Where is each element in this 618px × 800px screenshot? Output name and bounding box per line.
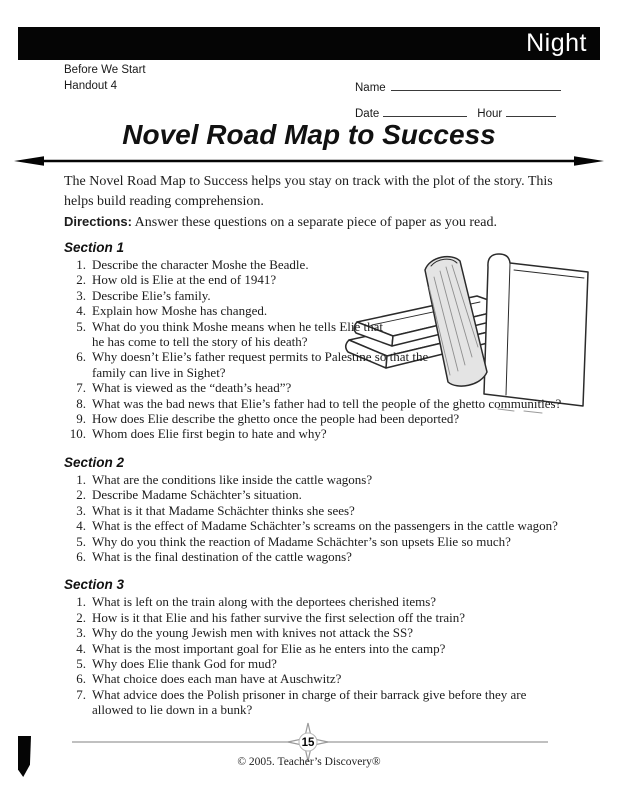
section [64,240,569,442]
hour-label: Hour [477,108,503,120]
question-item: What advice does the Polish prisoner in charge of their barrack give before they are allowed to lie down in a bunk? [92,686,527,718]
section-heading: Section 3 [64,577,125,593]
question-item: What is the final destination of the cattle wagons? [92,548,352,564]
question-list [64,472,569,564]
double-arrow-divider [12,153,606,174]
section-heading: Section 2 [64,454,125,470]
date-hour-field-row [355,105,556,120]
section [64,455,569,564]
question-item: Why doesn’t Elie’s father request permits to Palestine so that the family can live in Sighet? [92,349,429,380]
question-item: What choice does each man have at Auschwitz? [92,671,342,687]
question-item: What is left on the train along with the deportees cherished items? [92,594,437,610]
page-number: 15 [301,737,315,749]
section [64,577,569,717]
date-label: Date [355,108,380,120]
question-item: Why do you think the reaction of Madame Schächter’s son upsets Elie so much? [92,533,511,549]
question-item: Describe Elie’s family. [92,287,211,303]
directions-label: Directions: [64,214,132,229]
question-item: What is it that Madame Schächter thinks she sees? [92,502,355,518]
question-item: What is the most important goal for Elie as he enters into the camp? [92,640,446,656]
question-item: Explain how Moshe has changed. [92,303,268,319]
name-blank-line [391,79,561,91]
date-blank-line [383,105,467,117]
unit-label: Before We Start [64,64,146,76]
handout-meta [64,62,146,94]
handout-number: Handout 4 [64,80,118,92]
question-item: How old is Elie at the end of 1941? [92,272,277,288]
question-item: What is the effect of Madame Schächter’s screams on the passengers in the cattle wagon? [92,518,558,534]
double-arrow-icon [12,153,606,169]
directions-text: Answer these questions on a separate piece of paper as you read. [134,215,497,230]
book-title-banner [18,27,600,60]
question-list [64,594,569,717]
question-item: How is it that Elie and his father survive the first selection off the train? [92,609,466,625]
corner-brush-mark [18,736,31,777]
question-item: What is viewed as the “death’s head”? [92,380,292,396]
question-list [64,257,569,442]
question-item: Describe Madame Schächter’s situation. [92,487,302,503]
question-item: Whom does Elie first begin to hate and why? [92,426,327,442]
name-label: Name [355,82,386,94]
sections [64,240,569,718]
question-item: Why does Elie thank God for mud? [92,655,277,671]
question-item: What do you think Moshe means when he tells Elie that he has come to tell the story of his death? [92,318,383,350]
question-item: What are the conditions like inside the cattle wagons? [92,471,373,487]
copyright-line: © 2005. Teacher’s Discovery® [237,756,381,768]
section-heading: Section 1 [64,240,125,255]
hour-blank-line [506,105,556,117]
book-title: Night [526,29,587,57]
question-item: What was the bad news that Elie’s father had to tell the people of the ghetto communities? [92,395,562,411]
directions-line [64,214,564,231]
question-item: Why do the young Jewish men with knives not attack the SS? [92,625,413,641]
name-field-row [355,79,561,94]
page-title: Novel Road Map to Success [122,119,496,150]
intro-paragraph: The Novel Road Map to Success helps you stay on track with the plot of the story. This helps build reading comprehension. [64,174,553,209]
question-item: How does Elie describe the ghetto once the people had been deported? [92,411,460,427]
question-item: Describe the character Moshe the Beadle. [92,257,309,272]
